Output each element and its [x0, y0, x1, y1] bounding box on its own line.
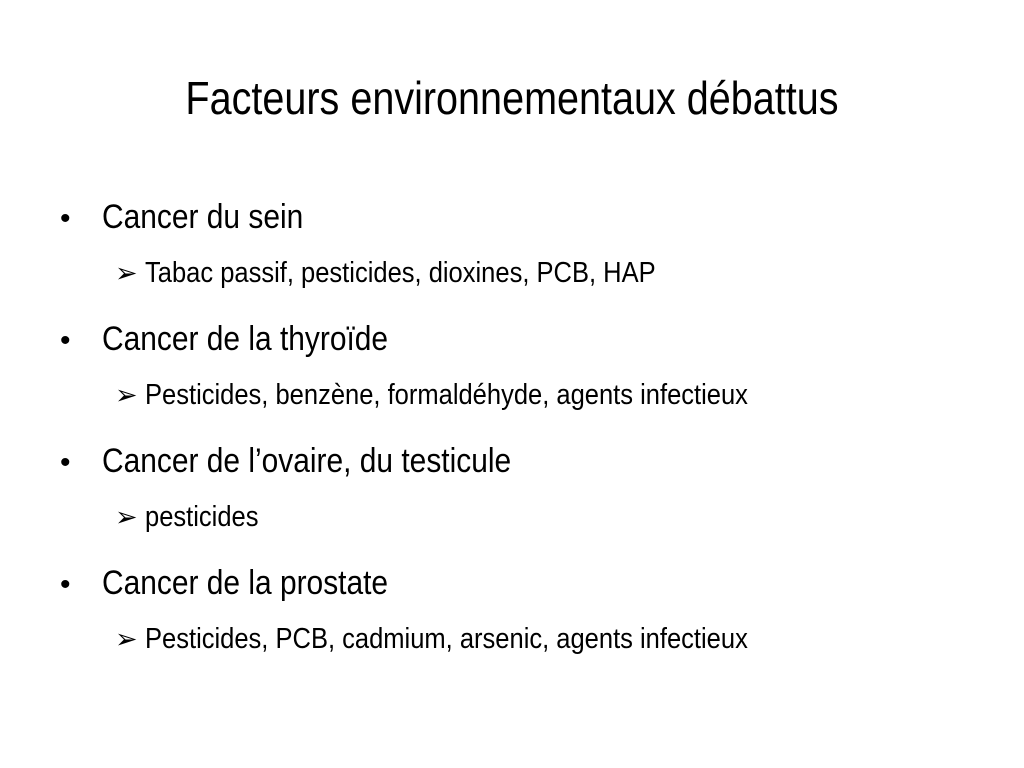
factors-text: Pesticides, benzène, formaldéhyde, agents infectieux	[145, 379, 748, 411]
bullet-icon: •	[60, 568, 71, 601]
factors-text: Pesticides, PCB, cadmium, arsenic, agents infectieux	[145, 623, 748, 655]
bullet-row	[58, 308, 998, 370]
arrow-bullet-icon: ➢	[115, 380, 138, 410]
bullet-row	[58, 186, 998, 248]
cancer-type-label: Cancer de la prostate	[102, 564, 389, 602]
sub-bullet-row	[58, 614, 998, 674]
list-item	[58, 308, 998, 430]
factors-text: Tabac passif, pesticides, dioxines, PCB, HAP	[145, 257, 656, 289]
bullet-icon: •	[60, 202, 71, 235]
bullet-list	[58, 186, 998, 674]
bullet-row	[58, 552, 998, 614]
arrow-bullet-icon: ➢	[115, 258, 138, 288]
list-item	[58, 552, 998, 674]
list-item	[58, 186, 998, 308]
cancer-type-label: Cancer de l’ovaire, du testicule	[102, 442, 512, 480]
list-item	[58, 430, 998, 552]
bullet-icon: •	[60, 446, 71, 479]
sub-bullet-row	[58, 248, 998, 308]
sub-bullet-row	[58, 370, 998, 430]
cancer-type-label: Cancer du sein	[102, 198, 304, 236]
arrow-bullet-icon: ➢	[115, 624, 138, 654]
factors-text: pesticides	[145, 501, 259, 533]
bullet-icon: •	[60, 324, 71, 357]
sub-bullet-row	[58, 492, 998, 552]
arrow-bullet-icon: ➢	[115, 502, 138, 532]
cancer-type-label: Cancer de la thyroïde	[102, 320, 389, 358]
bullet-row	[58, 430, 998, 492]
slide-title: Facteurs environnementaux débattus	[185, 72, 839, 124]
